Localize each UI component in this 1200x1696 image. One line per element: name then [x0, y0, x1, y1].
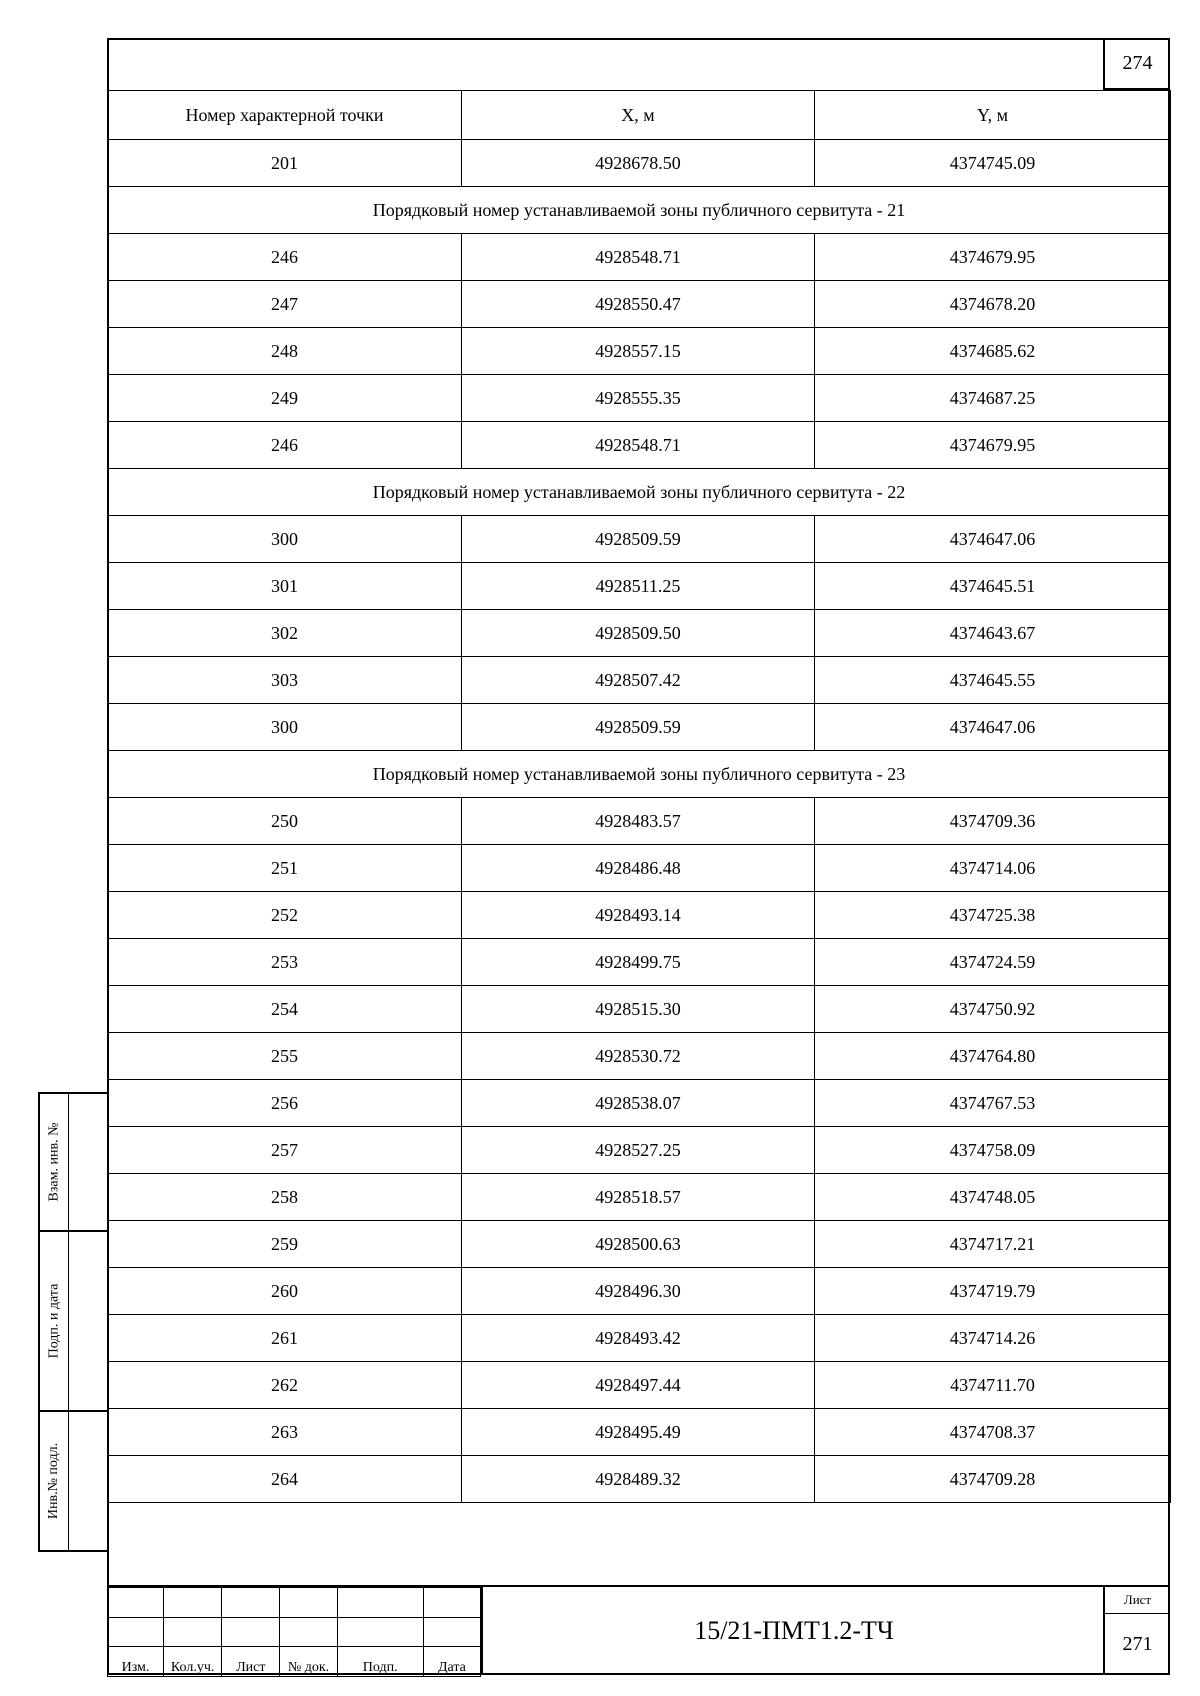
point-number-cell: 201 — [108, 140, 462, 187]
y-cell: 4374711.70 — [815, 1362, 1171, 1409]
y-cell: 4374714.26 — [815, 1315, 1171, 1362]
point-number-cell: 301 — [108, 563, 462, 610]
x-cell: 4928548.71 — [462, 234, 815, 281]
side-label-inv-podl: Инв.№ подл. — [46, 1442, 61, 1520]
y-cell: 4374709.28 — [815, 1456, 1171, 1503]
table-row — [108, 234, 1171, 281]
point-number-cell: 253 — [108, 939, 462, 986]
table-row — [108, 704, 1171, 751]
point-number-cell: 252 — [108, 892, 462, 939]
x-cell: 4928530.72 — [462, 1033, 815, 1080]
x-cell: 4928497.44 — [462, 1362, 815, 1409]
point-number-cell: 249 — [108, 375, 462, 422]
page-number: 274 — [1103, 38, 1170, 90]
y-cell: 4374717.21 — [815, 1221, 1171, 1268]
x-cell: 4928511.25 — [462, 563, 815, 610]
y-cell: 4374679.95 — [815, 422, 1171, 469]
x-cell: 4928507.42 — [462, 657, 815, 704]
y-cell: 4374748.05 — [815, 1174, 1171, 1221]
x-cell: 4928483.57 — [462, 798, 815, 845]
table-row — [108, 1174, 1171, 1221]
point-number-cell: 263 — [108, 1409, 462, 1456]
y-cell: 4374714.06 — [815, 845, 1171, 892]
col-list: Лист — [222, 1647, 280, 1677]
x-cell: 4928486.48 — [462, 845, 815, 892]
y-cell: 4374764.80 — [815, 1033, 1171, 1080]
col-izm: Изм. — [108, 1647, 164, 1677]
point-number-cell: 255 — [108, 1033, 462, 1080]
x-cell: 4928509.59 — [462, 704, 815, 751]
y-cell: 4374767.53 — [815, 1080, 1171, 1127]
sheet-label: Лист — [1105, 1587, 1170, 1614]
table-row — [108, 1127, 1171, 1174]
col-podp: Подп. — [337, 1647, 423, 1677]
table-row — [108, 892, 1171, 939]
section-row — [108, 751, 1171, 798]
y-cell: 4374643.67 — [815, 610, 1171, 657]
table-header-row — [108, 91, 1171, 140]
x-cell: 4928678.50 — [462, 140, 815, 187]
table-row — [108, 1221, 1171, 1268]
x-cell: 4928557.15 — [462, 328, 815, 375]
y-cell: 4374645.55 — [815, 657, 1171, 704]
y-cell: 4374679.95 — [815, 234, 1171, 281]
title-block — [107, 1585, 1170, 1675]
y-cell: 4374724.59 — [815, 939, 1171, 986]
point-number-cell: 251 — [108, 845, 462, 892]
table-row — [108, 516, 1171, 563]
x-cell: 4928550.47 — [462, 281, 815, 328]
y-cell: 4374709.36 — [815, 798, 1171, 845]
table-row — [108, 328, 1171, 375]
point-number-cell: 258 — [108, 1174, 462, 1221]
x-cell: 4928493.14 — [462, 892, 815, 939]
revision-grid — [107, 1587, 481, 1677]
table-row — [108, 422, 1171, 469]
table-body — [108, 140, 1171, 1564]
table-row — [108, 610, 1171, 657]
table-row — [108, 1456, 1171, 1503]
section-title: Порядковый номер устанавливаемой зоны публичного сервитута - 21 — [108, 187, 1171, 234]
col-n-dok: № док. — [280, 1647, 337, 1677]
point-number-cell: 250 — [108, 798, 462, 845]
sheet-box — [1103, 1587, 1170, 1675]
table-row — [108, 939, 1171, 986]
coordinates-table — [107, 90, 1171, 1563]
y-cell: 4374678.20 — [815, 281, 1171, 328]
table-row — [108, 1080, 1171, 1127]
table-row — [108, 140, 1171, 187]
header-x: X, м — [462, 91, 815, 140]
x-cell: 4928518.57 — [462, 1174, 815, 1221]
table-row — [108, 563, 1171, 610]
y-cell: 4374645.51 — [815, 563, 1171, 610]
x-cell: 4928495.49 — [462, 1409, 815, 1456]
y-cell: 4374708.37 — [815, 1409, 1171, 1456]
table-row — [108, 1409, 1171, 1456]
side-stamp-podp-data — [38, 1232, 107, 1412]
table-row — [108, 1033, 1171, 1080]
x-cell: 4928489.32 — [462, 1456, 815, 1503]
section-row — [108, 187, 1171, 234]
table-row — [108, 281, 1171, 328]
y-cell: 4374685.62 — [815, 328, 1171, 375]
point-number-cell: 302 — [108, 610, 462, 657]
x-cell: 4928499.75 — [462, 939, 815, 986]
section-title: Порядковый номер устанавливаемой зоны публичного сервитута - 22 — [108, 469, 1171, 516]
table-row — [108, 1362, 1171, 1409]
x-cell: 4928538.07 — [462, 1080, 815, 1127]
side-label-vzam-inv: Взам. инв. № — [46, 1122, 61, 1202]
point-number-cell: 300 — [108, 516, 462, 563]
header-y: Y, м — [815, 91, 1171, 140]
point-number-cell: 248 — [108, 328, 462, 375]
y-cell: 4374647.06 — [815, 516, 1171, 563]
point-number-cell: 303 — [108, 657, 462, 704]
table-row — [108, 1315, 1171, 1362]
x-cell: 4928500.63 — [462, 1221, 815, 1268]
y-cell: 4374758.09 — [815, 1127, 1171, 1174]
y-cell: 4374647.06 — [815, 704, 1171, 751]
col-kol-uch: Кол.уч. — [164, 1647, 222, 1677]
table-row — [108, 798, 1171, 845]
point-number-cell: 260 — [108, 1268, 462, 1315]
x-cell: 4928555.35 — [462, 375, 815, 422]
point-number-cell: 257 — [108, 1127, 462, 1174]
empty-row — [108, 1503, 1171, 1564]
point-number-cell: 247 — [108, 281, 462, 328]
point-number-cell: 259 — [108, 1221, 462, 1268]
point-number-cell: 246 — [108, 422, 462, 469]
y-cell: 4374750.92 — [815, 986, 1171, 1033]
point-number-cell: 256 — [108, 1080, 462, 1127]
point-number-cell: 261 — [108, 1315, 462, 1362]
y-cell: 4374745.09 — [815, 140, 1171, 187]
point-number-cell: 262 — [108, 1362, 462, 1409]
section-row — [108, 469, 1171, 516]
x-cell: 4928548.71 — [462, 422, 815, 469]
table-row — [108, 1268, 1171, 1315]
y-cell: 4374687.25 — [815, 375, 1171, 422]
x-cell: 4928515.30 — [462, 986, 815, 1033]
table-row — [108, 657, 1171, 704]
side-stamp-inv-podl — [38, 1412, 107, 1552]
point-number-cell: 254 — [108, 986, 462, 1033]
side-stamp-vzam-inv — [38, 1092, 107, 1232]
x-cell: 4928493.42 — [462, 1315, 815, 1362]
table-row — [108, 375, 1171, 422]
x-cell: 4928509.59 — [462, 516, 815, 563]
section-title: Порядковый номер устанавливаемой зоны публичного сервитута - 23 — [108, 751, 1171, 798]
point-number-cell: 264 — [108, 1456, 462, 1503]
y-cell: 4374719.79 — [815, 1268, 1171, 1315]
col-data: Дата — [423, 1647, 480, 1677]
y-cell: 4374725.38 — [815, 892, 1171, 939]
x-cell: 4928496.30 — [462, 1268, 815, 1315]
table-row — [108, 845, 1171, 892]
document-code: 15/21-ПМТ1.2-ТЧ — [481, 1587, 1105, 1675]
sheet-value: 271 — [1122, 1632, 1153, 1655]
header-point-number: Номер характерной точки — [108, 91, 462, 140]
point-number-cell: 300 — [108, 704, 462, 751]
x-cell: 4928527.25 — [462, 1127, 815, 1174]
side-label-podp-data: Подп. и дата — [46, 1283, 62, 1359]
table-row — [108, 986, 1171, 1033]
point-number-cell: 246 — [108, 234, 462, 281]
x-cell: 4928509.50 — [462, 610, 815, 657]
